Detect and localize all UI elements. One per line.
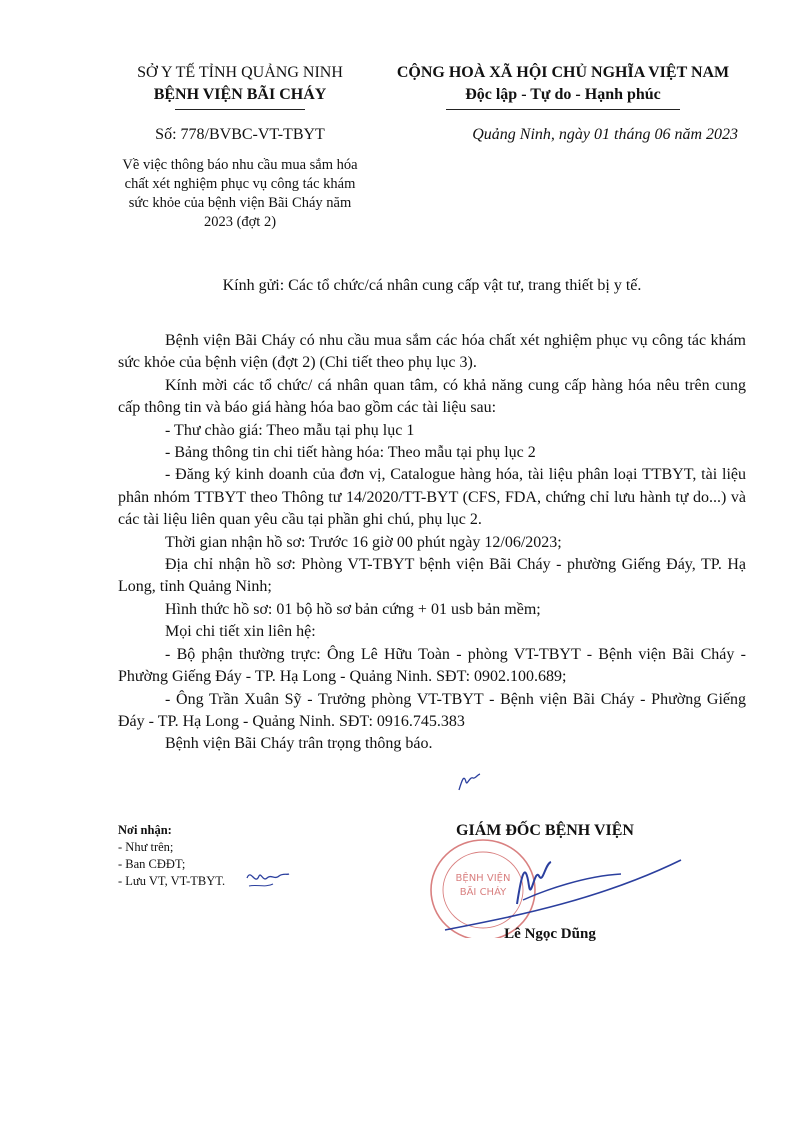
- body-paragraph: - Bảng thông tin chi tiết hàng hóa: Theo mẫu tại phụ lục 2: [165, 444, 536, 462]
- receivers-block: [118, 822, 348, 890]
- organization-underline: [175, 109, 305, 110]
- stamp-text-line1: BỆNH VIỆN: [455, 873, 511, 884]
- document-date: Quảng Ninh, ngày 01 tháng 06 năm 2023: [472, 126, 738, 143]
- document-subject: Về việc thông báo nhu cầu mua sắm hóa chất xét nghiệm phục vụ công tác khám sức khỏe của bệnh viện Bãi Cháy năm 2023 (đợt 2): [122, 157, 358, 230]
- body-paragraph: Mọi chi tiết xin liên hệ:: [165, 623, 316, 641]
- national-motto: Độc lập - Tự do - Hạnh phúc: [465, 86, 661, 103]
- body-paragraph: - Thư chào giá: Theo mẫu tại phụ lục 1: [165, 421, 415, 439]
- body-paragraph: - Bộ phận thường trực: Ông Lê Hữu Toàn - phòng VT-TBYT - Bệnh viện Bãi Cháy - Phường Giếng Đáy - TP. Hạ Long - Quảng Ninh. SĐT: 0902.100.689;: [118, 645, 746, 686]
- signer-title: GIÁM ĐỐC BỆNH VIỆN: [456, 822, 634, 839]
- receiver-item: - Như trên;: [118, 840, 174, 854]
- document-number: Số: 778/BVBC-VT-TBYT: [155, 126, 325, 143]
- body-paragraph: Địa chỉ nhận hồ sơ: Phòng VT-TBYT bệnh viện Bãi Cháy - phường Giếng Đáy, TP. Hạ Long, tỉnh Quảng Ninh;: [118, 556, 746, 596]
- body-paragraph: Bệnh viện Bãi Cháy có nhu cầu mua sắm các hóa chất xét nghiệm phục vụ công tác khám sức khỏe của bệnh viện (đợt 2) (Chi tiết theo phụ lục 3).: [118, 332, 746, 372]
- national-underline: [446, 109, 680, 110]
- body-paragraph: Kính mời các tổ chức/ cá nhân quan tâm, có khả năng cung cấp hàng hóa nêu trên cung cấp thông tin và báo giá hàng hóa bao gồm các tài liệu sau:: [118, 376, 746, 417]
- document-body: [118, 330, 746, 756]
- body-paragraph: Thời gian nhận hồ sơ: Trước 16 giờ 00 phút ngày 12/06/2023;: [165, 533, 562, 551]
- clerk-signature-icon: [243, 864, 291, 892]
- body-paragraph: - Đăng ký kinh doanh của đơn vị, Catalogue hàng hóa, tài liệu phân loại TTBYT, tài liệu phân nhóm TTBYT theo Thông tư 14/2020/TT-BYT (CFS, FDA, chứng chỉ lưu hành tự do...) và các tài liệu liên quan yêu cầu tại phần ghi chú, phụ lục 2.: [118, 466, 746, 529]
- body-paragraph: Bệnh viện Bãi Cháy trân trọng thông báo.: [165, 735, 433, 753]
- receiver-item: - Ban CĐĐT;: [118, 857, 186, 871]
- receiver-item: - Lưu VT, VT-TBYT.: [118, 874, 226, 888]
- organization-name: BỆNH VIỆN BÃI CHÁY: [153, 86, 327, 103]
- body-paragraph: Hình thức hồ sơ: 01 bộ hồ sơ bản cứng + 01 usb bản mềm;: [165, 600, 541, 618]
- recipient-line: Kính gửi: Các tổ chức/cá nhân cung cấp vật tư, trang thiết bị y tế.: [222, 277, 642, 294]
- stamp-text-line2: BÃI CHÁY: [459, 887, 507, 898]
- national-title: CỘNG HOÀ XÃ HỘI CHỦ NGHĨA VIỆT NAM: [396, 64, 730, 81]
- signer-name: Lê Ngọc Dũng: [504, 926, 596, 942]
- hospital-stamp-icon: [425, 838, 685, 938]
- receivers-heading: Nơi nhận:: [118, 823, 172, 837]
- organization-parent: SỞ Y TẾ TỈNH QUẢNG NINH: [137, 64, 343, 81]
- body-paragraph: - Ông Trần Xuân Sỹ - Trưởng phòng VT-TBYT - Bệnh viện Bãi Cháy - Phường Giếng Đáy - TP. Hạ Long - Quảng Ninh. SĐT: 0916.745.383: [118, 690, 746, 730]
- initials-signature-icon: [456, 770, 482, 792]
